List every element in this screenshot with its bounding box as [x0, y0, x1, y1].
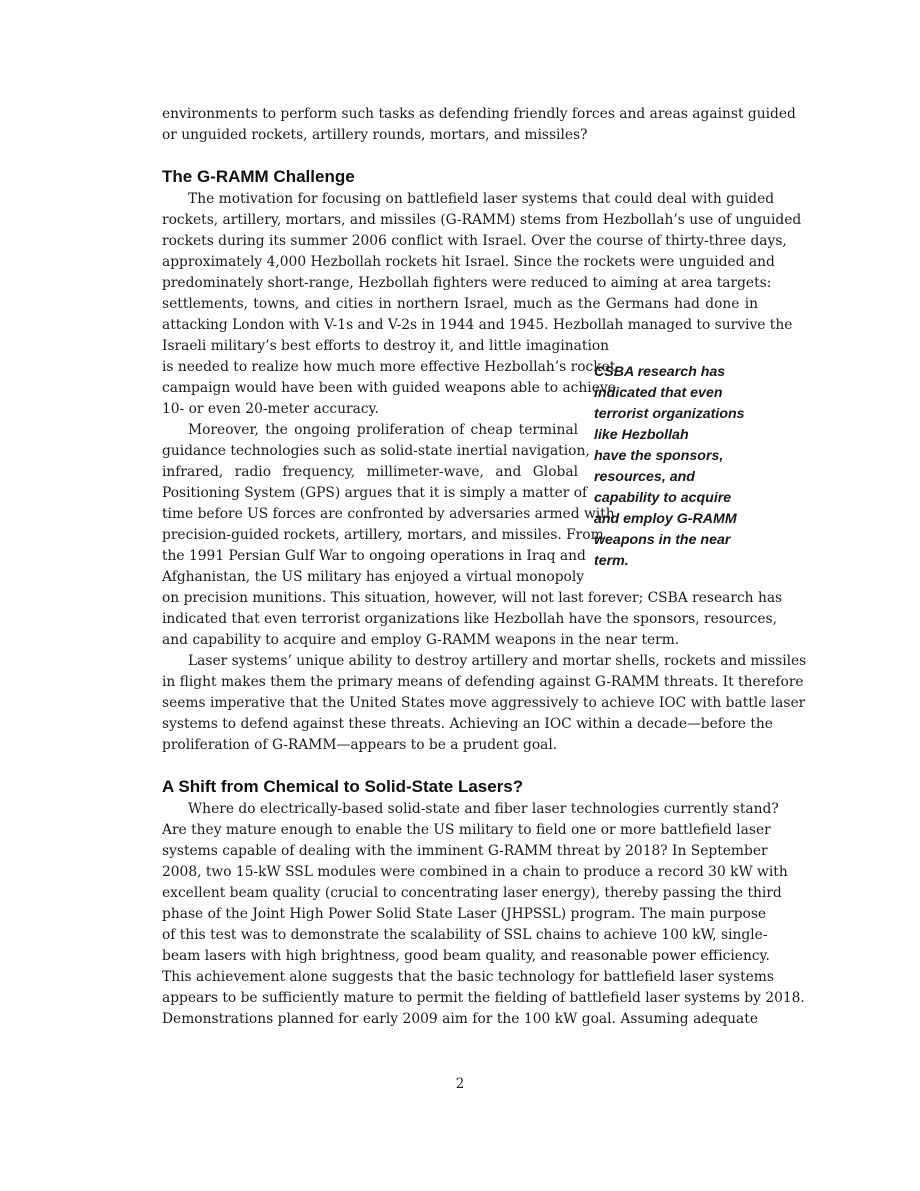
- body-text-line: The motivation for focusing on battlefield laser systems that could deal with guided: [188, 191, 775, 207]
- body-text-line: infrared, radio frequency, millimeter-wave, and Global: [162, 464, 578, 480]
- body-text-line: approximately 4,000 Hezbollah rockets hit Israel. Since the rockets were unguided and: [162, 254, 775, 270]
- body-text-line: predominately short-range, Hezbollah fighters were reduced to aiming at area targets:: [162, 275, 772, 291]
- body-text-line: 2008, two 15-kW SSL modules were combined in a chain to produce a record 30 kW with: [162, 864, 788, 880]
- body-text-line: precision-guided rockets, artillery, mortars, and missiles. From: [162, 527, 604, 543]
- section-heading: A Shift from Chemical to Solid-State Lasers?: [162, 777, 524, 796]
- pull-quote: CSBA research has indicated that even terrorist organizations like Hezbollah have the sponsors, resources, and capability to acquire and employ G-RAMM weapons in the near term.: [594, 364, 745, 569]
- body-text-line: Israeli military’s best efforts to destroy it, and little imagination: [162, 338, 610, 354]
- body-text-line: This achievement alone suggests that the basic technology for battlefield laser systems: [162, 969, 774, 985]
- body-text-line: appears to be sufficiently mature to permit the fielding of battlefield laser systems by 2018.: [162, 990, 805, 1006]
- body-text-line: environments to perform such tasks as defending friendly forces and areas against guided: [162, 106, 796, 122]
- body-text-line: systems capable of dealing with the imminent G-RAMM threat by 2018? In September: [162, 843, 768, 859]
- body-text-line: rockets, artillery, mortars, and missiles (G-RAMM) stems from Hezbollah’s use of unguided: [162, 212, 802, 228]
- body-text-line: is needed to realize how much more effective Hezbollah’s rocket: [162, 359, 616, 375]
- page-number: 2: [455, 1076, 465, 1092]
- body-text-line: proliferation of G-RAMM—appears to be a prudent goal.: [162, 737, 558, 753]
- body-text-line: indicated that even terrorist organizations like Hezbollah have the sponsors, resources,: [162, 611, 778, 627]
- body-text-line: rockets during its summer 2006 conflict with Israel. Over the course of thirty-three days,: [162, 233, 787, 249]
- body-text-line: the 1991 Persian Gulf War to ongoing operations in Iraq and: [162, 548, 586, 564]
- body-text-line: Laser systems’ unique ability to destroy artillery and mortar shells, rockets and missiles: [188, 653, 807, 669]
- body-text-line: systems to defend against these threats. Achieving an IOC within a decade—before the: [162, 716, 773, 732]
- body-text-line: excellent beam quality (crucial to concentrating laser energy), thereby passing the third: [162, 885, 782, 901]
- body-text-line: of this test was to demonstrate the scalability of SSL chains to achieve 100 kW, single-: [162, 927, 768, 943]
- body-text-line: Moreover, the ongoing proliferation of cheap terminal: [188, 422, 578, 438]
- body-text-line: settlements, towns, and cities in northern Israel, much as the Germans had done in: [162, 296, 758, 312]
- body-text-line: seems imperative that the United States move aggressively to achieve IOC with battle laser: [162, 695, 806, 711]
- section-heading: The G-RAMM Challenge: [162, 167, 355, 186]
- body-text-line: Are they mature enough to enable the US military to field one or more battlefield laser: [162, 822, 771, 838]
- body-text-line: Positioning System (GPS) argues that it is simply a matter of: [162, 485, 588, 501]
- body-text-line: phase of the Joint High Power Solid State Laser (JHPSSL) program. The main purpose: [162, 906, 767, 922]
- body-text-line: time before US forces are confronted by adversaries armed with: [162, 506, 615, 522]
- body-text-line: and capability to acquire and employ G-RAMM weapons in the near term.: [162, 632, 680, 648]
- body-text-line: 10- or even 20-meter accuracy.: [162, 401, 379, 417]
- body-text-line: in flight makes them the primary means of defending against G-RAMM threats. It therefore: [162, 674, 804, 690]
- body-text-line: attacking London with V-1s and V-2s in 1944 and 1945. Hezbollah managed to survive the: [162, 317, 793, 333]
- body-text-line: beam lasers with high brightness, good beam quality, and reasonable power efficiency.: [162, 948, 770, 964]
- body-text-line: Afghanistan, the US military has enjoyed a virtual monopoly: [162, 569, 585, 585]
- body-text-line: Where do electrically-based solid-state and fiber laser technologies currently stand?: [188, 801, 779, 817]
- body-text-line: guidance technologies such as solid-state inertial navigation,: [162, 443, 590, 459]
- body-text-line: campaign would have been with guided weapons able to achieve: [162, 380, 616, 396]
- body-text-line: on precision munitions. This situation, however, will not last forever; CSBA research has: [162, 590, 783, 606]
- body-text-line: or unguided rockets, artillery rounds, mortars, and missiles?: [162, 127, 588, 143]
- body-text-line: Demonstrations planned for early 2009 aim for the 100 kW goal. Assuming adequate: [162, 1011, 758, 1027]
